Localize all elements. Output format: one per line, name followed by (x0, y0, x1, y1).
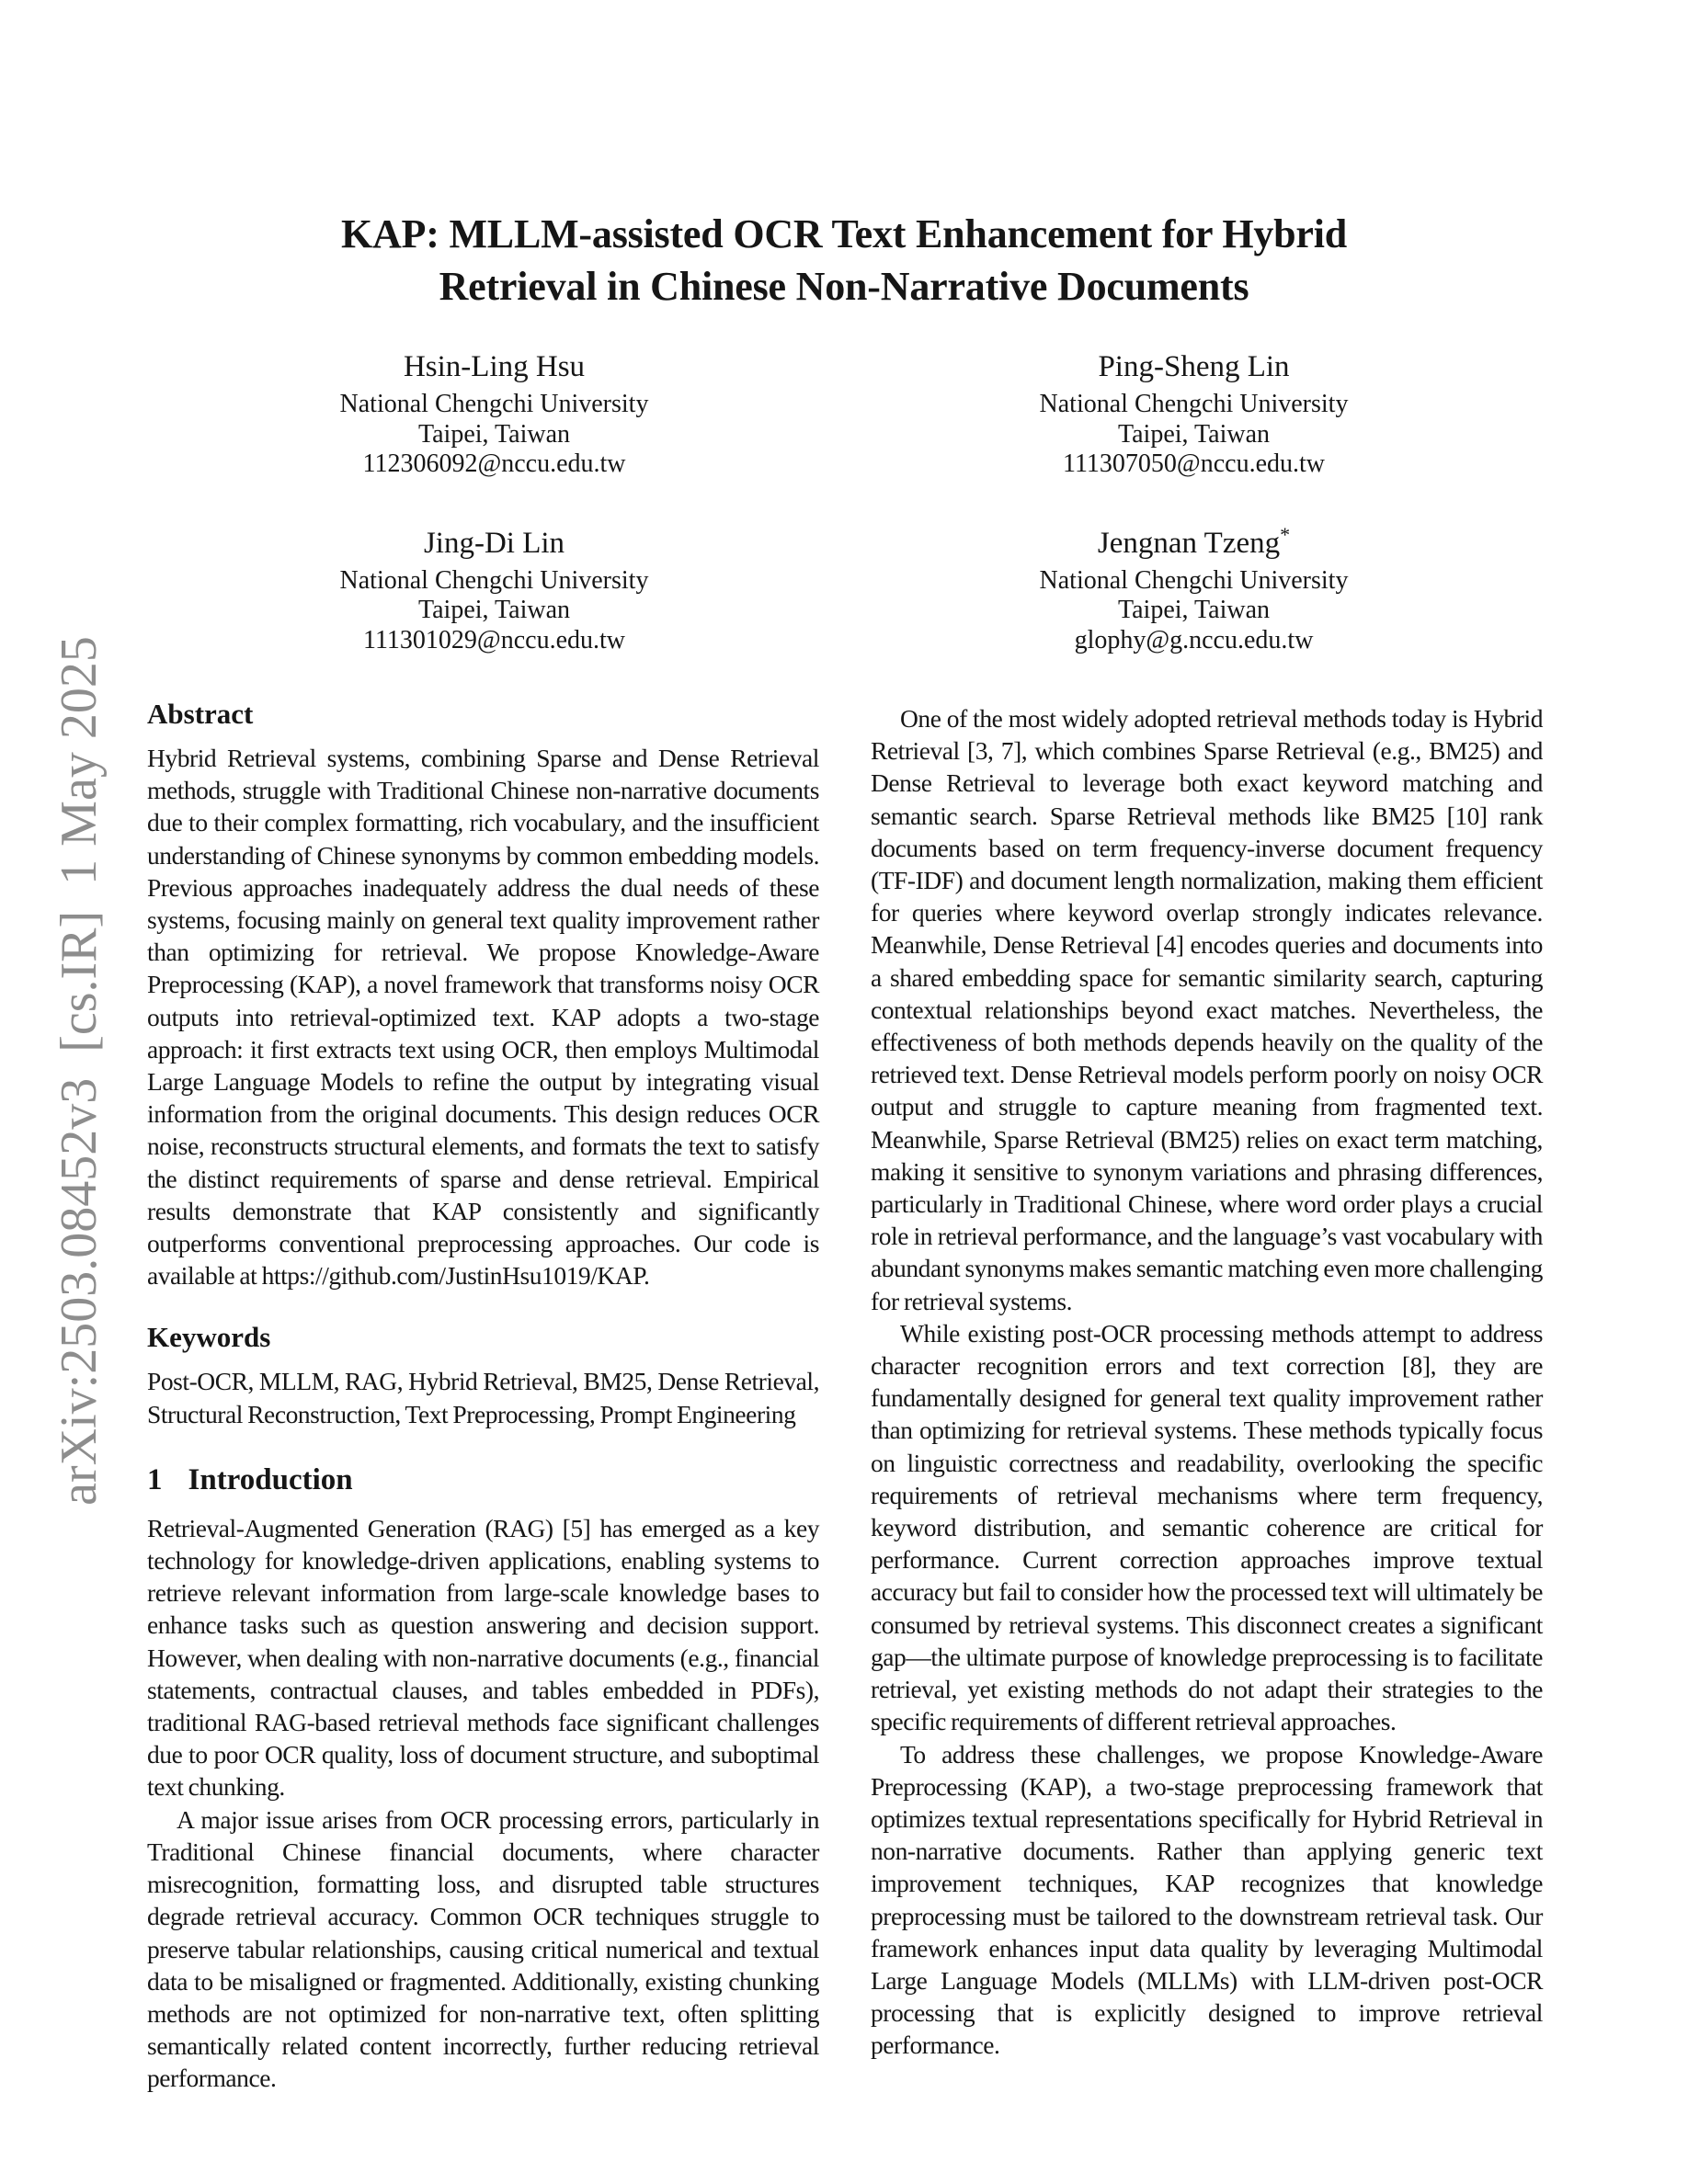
keywords-text: Post-OCR, MLLM, RAG, Hybrid Retrieval, BM25, Dense Retrieval, Structural Reconstruction, Text Preprocessing, Prompt Engineering (147, 1367, 819, 1428)
section-title: Introduction (188, 1462, 353, 1496)
section-number: 1 (147, 1462, 163, 1496)
author-name: Jengnan Tzeng* (1097, 522, 1291, 560)
author-name: Jing-Di Lin (423, 526, 565, 560)
author-affiliation: National Chengchi University (339, 565, 649, 595)
author-location: Taipei, Taiwan (417, 596, 571, 624)
arxiv-watermark: arXiv:2503.08452v3 [cs.IR] 1 May 2025 (51, 636, 108, 1506)
intro-paragraph-5: To address these challenges, we propose Knowledge-Aware Preprocessing (KAP), a two-stage preprocessing framework that optimizes textual representations specifically for Hybrid Retrieval in non-narrative documents. Rather than applying generic text improvement techniques, KAP recognizes that knowledge preprocessing must be tailored to the downstream retrieval task. Our framework enhances input data quality by leveraging Multimodal Large Language Models (MLLMs) with LLM-driven post-OCR processing that is explicitly designed to improve retrieval performance. (871, 1739, 1543, 2060)
left-column (147, 698, 819, 2095)
author-email: 112306092@nccu.edu.tw (362, 449, 626, 478)
author-asterisk: * (1280, 522, 1291, 546)
author-location: Taipei, Taiwan (417, 419, 571, 449)
author-jing-di-lin (144, 517, 844, 656)
author-affiliation: National Chengchi University (1039, 565, 1349, 595)
intro-paragraph-3: One of the most widely adopted retrieval methods today is Hybrid Retrieval [3, 7], which combines Sparse Retrieval (e.g., BM25) and Dense Retrieval to leverage both exact keyword matching and semantic search. Sparse Retrieval methods like BM25 [10] rank documents based on term frequency-inverse document frequency (TF-IDF) and document length normalization, making them efficient for queries where keyword overlap strongly indicates relevance. Meanwhile, Dense Retrieval [4] encodes queries and documents into a shared embedding space for semantic similarity search, capturing contextual relationships beyond exact matches. Nevertheless, the effectiveness of both methods depends heavily on the quality of the retrieved text. Dense Retrieval models perform poorly on noisy OCR output and struggle to capture meaning from fragmented text. Meanwhile, Sparse Retrieval (BM25) relies on exact term matching, making it sensitive to synonym variations and phrasing differences, particularly in Traditional Chinese, where word order plays a crucial role in retrieval performance, and the language’s vast vocabulary with abundant synonyms makes semantic matching even more challenging for retrieval systems. (871, 704, 1543, 1315)
keywords-heading: Keywords (147, 1321, 271, 1354)
two-column-body (147, 698, 1543, 2095)
right-column (871, 698, 1543, 2095)
author-affiliation: National Chengchi University (1039, 390, 1349, 418)
author-email: 111301029@nccu.edu.tw (363, 625, 625, 654)
paper-title-line-2: Retrieval in Chinese Non-Narrative Documents (439, 264, 1249, 309)
paper-title (210, 0, 1478, 313)
author-email: 111307050@nccu.edu.tw (1063, 449, 1325, 478)
author-jengnan-tzeng (844, 517, 1544, 656)
author-ping-sheng-lin (844, 340, 1544, 480)
introduction-heading (147, 1463, 819, 1497)
authors-block (144, 340, 1544, 655)
author-affiliation: National Chengchi University (339, 390, 649, 418)
author-name: Ping-Sheng Lin (1098, 350, 1290, 383)
paper-title-line-1: KAP: MLLM-assisted OCR Text Enhancement for Hybrid (340, 211, 1348, 256)
intro-paragraph-4: While existing post-OCR processing methods attempt to address character recognition errors and text correction [8], they are fundamentally designed for general text quality improvement rather than optimizing for retrieval systems. These methods typically focus on linguistic correctness and readability, overlooking the specific requirements of retrieval mechanisms where term frequency, keyword distribution, and semantic coherence are critical for performance. Current correction approaches improve textual accuracy but fail to consider how the processed text will ultimately be consumed by retrieval systems. This disconnect creates a significant gap—the ultimate purpose of knowledge preprocessing is to facilitate retrieval, yet existing methods do not adapt their strategies to the specific requirements of different retrieval approaches. (871, 1318, 1543, 1736)
author-name: Hsin-Ling Hsu (403, 350, 586, 383)
author-email: glophy@g.nccu.edu.tw (1074, 625, 1314, 654)
abstract-heading: Abstract (147, 698, 254, 730)
abstract-text: Hybrid Retrieval systems, combining Sparse and Dense Retrieval methods, struggle with Traditional Chinese non-narrative documents due to their complex formatting, rich vocabulary, and the insufficient understanding of Chinese synonyms by common embedding models. Previous approaches inadequately address the dual needs of these systems, focusing mainly on general text quality improvement rather than optimizing for retrieval. We propose Knowledge-Aware Preprocessing (KAP), a novel framework that transforms noisy OCR outputs into retrieval-optimized text. KAP adopts a two-stage approach: it first extracts text using OCR, then employs Multimodal Large Language Models to refine the output by integrating visual information from the original documents. This design reduces OCR noise, reconstructs structural elements, and formats the text to satisfy the distinct requirements of sparse and dense retrieval. Empirical results demonstrate that KAP consistently and significantly outperforms conventional preprocessing approaches. Our code is available at https://github.com/JustinHsu1019/KAP. (147, 744, 819, 1291)
author-hsin-ling-hsu (144, 340, 844, 480)
author-location: Taipei, Taiwan (1117, 596, 1271, 624)
intro-paragraph-2: A major issue arises from OCR processing errors, particularly in Traditional Chinese financial documents, where character misrecognition, formatting loss, and disrupted table structures degrade retrieval accuracy. Common OCR techniques struggle to preserve tabular relationships, causing critical numerical and textual data to be misaligned or fragmented. Additionally, existing chunking methods are not optimized for non-narrative text, often splitting semantically related content incorrectly, further reducing retrieval performance. (147, 1804, 819, 2093)
author-location: Taipei, Taiwan (1117, 419, 1271, 449)
intro-paragraph-1: Retrieval-Augmented Generation (RAG) [5] has emerged as a key technology for knowledge-driven applications, enabling systems to retrieve relevant information from large-scale knowledge bases to enhance tasks such as question answering and decision support. However, when dealing with non-narrative documents (e.g., financial statements, contractual clauses, and tables embedded in PDFs), traditional RAG-based retrieval methods face significant challenges due to poor OCR quality, loss of document structure, and suboptimal text chunking. (147, 1513, 819, 1802)
